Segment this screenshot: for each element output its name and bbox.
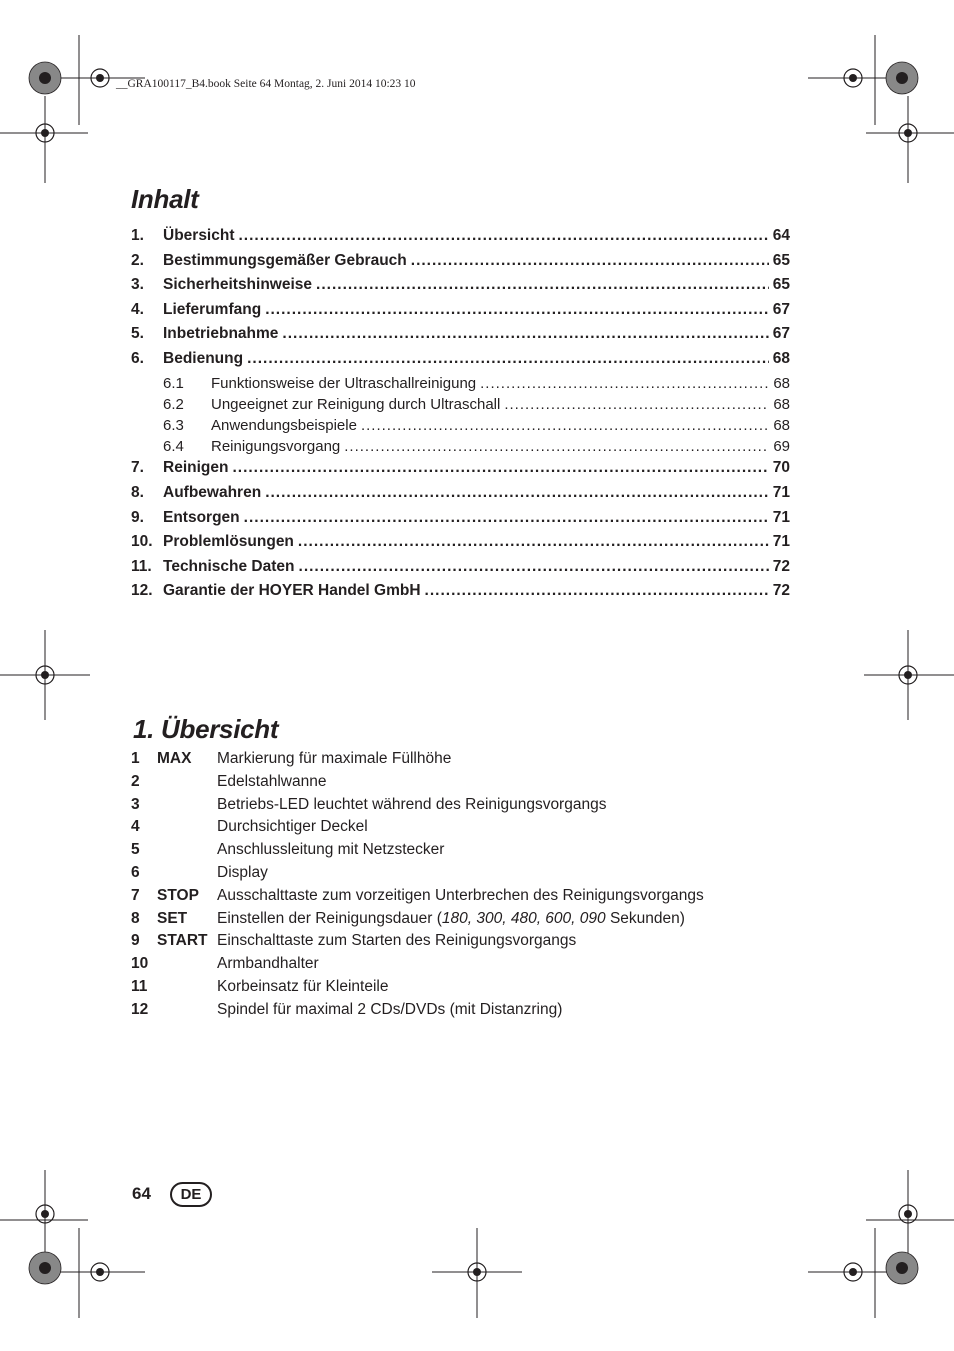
- part-description: Ausschalttaste zum vorzeitigen Unterbrechen des Reinigungsvorgangs: [217, 886, 704, 904]
- toc-entry-number: 7.: [131, 459, 144, 477]
- section-heading: 1. Übersicht: [133, 714, 279, 744]
- toc-entry-page: 68: [773, 395, 790, 413]
- part-description: Anschlussleitung mit Netzstecker: [217, 841, 445, 859]
- toc-heading: Inhalt: [131, 184, 199, 214]
- toc-entry-number: 6.1: [163, 374, 184, 392]
- toc-entry: [131, 301, 790, 326]
- toc-entry-page: 68: [772, 349, 790, 367]
- part-description: Edelstahlwanne: [217, 772, 327, 790]
- toc-entry-number: 6.2: [163, 395, 184, 413]
- toc-entry-label: Bedienung: [163, 349, 244, 367]
- table-of-contents: [131, 227, 790, 607]
- toc-entry: [131, 375, 790, 396]
- part-number: 8: [131, 909, 140, 927]
- toc-entry-page: 71: [772, 483, 790, 501]
- toc-entry-number: 6.4: [163, 438, 184, 456]
- part-number: 3: [131, 795, 140, 813]
- toc-entry-number: 1.: [131, 227, 144, 244]
- part-number: 11: [131, 977, 148, 995]
- part-description: Armbandhalter: [217, 955, 319, 973]
- toc-entry-label: Ungeeignet zur Reinigung durch Ultraschall: [211, 395, 501, 413]
- toc-entry-page: 71: [772, 508, 790, 526]
- toc-entry-number: 6.: [131, 349, 144, 367]
- part-number: 5: [131, 841, 140, 859]
- toc-entry-page: 65: [772, 251, 790, 269]
- part-item: [131, 978, 704, 1001]
- part-number: 4: [131, 818, 140, 836]
- part-key: SET: [157, 909, 188, 927]
- part-item: [131, 818, 704, 841]
- toc-entry-number: 5.: [131, 325, 144, 343]
- toc-entry-page: 64: [772, 227, 790, 244]
- toc-entry: [131, 582, 790, 607]
- toc-entry: [131, 276, 790, 301]
- toc-entry-page: 65: [772, 276, 790, 294]
- toc-entry: [131, 533, 790, 558]
- part-item: [131, 955, 704, 978]
- part-item: [131, 864, 704, 887]
- part-description: Einschalttaste zum Starten des Reinigungsvorgangs: [217, 932, 577, 950]
- part-description-post: Sekunden): [605, 909, 685, 927]
- toc-leader-dots: [299, 558, 769, 576]
- print-info: __GRA100117_B4.book Seite 64 Montag, 2. Juni 2014 10:23 10: [116, 78, 416, 90]
- toc-entry-number: 12.: [131, 582, 153, 600]
- toc-entry-page: 69: [773, 438, 790, 456]
- part-description: Durchsichtiger Deckel: [217, 818, 368, 836]
- part-description: [217, 910, 685, 928]
- toc-entry: [131, 484, 790, 509]
- toc-entry-label: Aufbewahren: [163, 483, 262, 501]
- toc-leader-dots: [298, 533, 769, 551]
- part-number: 9: [131, 932, 140, 950]
- toc-entry-label: Inbetriebnahme: [163, 325, 279, 343]
- toc-entry-label: Reinigen: [163, 459, 229, 477]
- toc-leader-dots: [504, 396, 769, 413]
- toc-entry-page: 70: [772, 459, 790, 477]
- part-description-pre: Einstellen der Reinigungsdauer (: [217, 909, 442, 927]
- part-description-values: 180, 300, 480, 600, 090: [441, 909, 606, 927]
- part-item: [131, 887, 704, 910]
- part-item: [131, 910, 704, 933]
- toc-entry-page: 72: [772, 557, 790, 575]
- toc-entry-number: 3.: [131, 276, 144, 294]
- part-description: Display: [217, 863, 268, 881]
- toc-entry-page: 67: [772, 300, 790, 318]
- part-key: STOP: [157, 886, 199, 904]
- toc-leader-dots: [361, 417, 769, 434]
- toc-leader-dots: [244, 509, 769, 527]
- toc-entry-number: 11.: [131, 557, 152, 575]
- part-description: Markierung für maximale Füllhöhe: [217, 750, 452, 767]
- toc-entry: [131, 396, 790, 417]
- toc-entry: [131, 459, 790, 484]
- toc-leader-dots: [232, 459, 768, 477]
- parts-list: [131, 750, 704, 1024]
- toc-entry-label: Sicherheitshinweise: [163, 276, 313, 294]
- part-item: [131, 1001, 704, 1024]
- toc-entry: [131, 325, 790, 350]
- toc-entry-page: 67: [772, 325, 790, 343]
- toc-entry-number: 2.: [131, 251, 144, 269]
- part-number: 12: [131, 1000, 149, 1018]
- toc-entry-page: 68: [773, 416, 790, 434]
- toc-entry-number: 10.: [131, 533, 153, 551]
- page-number: 64: [132, 1184, 151, 1203]
- part-number: 6: [131, 863, 140, 881]
- part-description: Betriebs-LED leuchtet während des Reinigungsvorgangs: [217, 795, 607, 813]
- toc-leader-dots: [344, 438, 769, 455]
- part-key: START: [157, 932, 208, 950]
- toc-leader-dots: [480, 375, 769, 392]
- part-item: [131, 796, 704, 819]
- toc-entry-label: Lieferumfang: [163, 300, 262, 318]
- part-number: 2: [131, 772, 140, 790]
- toc-entry: [131, 350, 790, 375]
- toc-entry-label: Garantie der HOYER Handel GmbH: [163, 582, 421, 600]
- toc-entry: [131, 438, 790, 459]
- toc-leader-dots: [265, 484, 769, 502]
- toc-entry-label: Technische Daten: [163, 557, 295, 575]
- toc-entry: [131, 558, 790, 583]
- part-key: MAX: [157, 750, 192, 767]
- toc-entry-label: Funktionsweise der Ultraschallreinigung: [211, 374, 477, 392]
- language-badge: DE: [170, 1182, 212, 1207]
- toc-entry: [131, 227, 790, 252]
- part-description: Spindel für maximal 2 CDs/DVDs (mit Distanzring): [217, 1000, 563, 1018]
- toc-entry-label: Anwendungsbeispiele: [211, 416, 357, 434]
- toc-entry-label: Bestimmungsgemäßer Gebrauch: [163, 251, 407, 269]
- toc-leader-dots: [425, 582, 769, 600]
- part-number: 1: [131, 750, 140, 767]
- part-item: [131, 841, 704, 864]
- toc-entry-label: Entsorgen: [163, 508, 240, 526]
- toc-entry-page: 72: [772, 582, 790, 600]
- part-number: 10: [131, 955, 149, 973]
- toc-entry-number: 6.3: [163, 416, 184, 434]
- toc-entry-label: Übersicht: [163, 227, 235, 244]
- toc-entry-page: 68: [773, 374, 790, 392]
- toc-entry-number: 9.: [131, 508, 144, 526]
- toc-leader-dots: [265, 301, 769, 319]
- part-number: 7: [131, 886, 140, 904]
- part-item: [131, 932, 704, 955]
- part-item: [131, 773, 704, 796]
- toc-leader-dots: [411, 252, 769, 270]
- toc-entry-label: Problemlösungen: [163, 533, 294, 551]
- part-item: [131, 750, 704, 773]
- toc-entry-number: 8.: [131, 483, 144, 501]
- toc-entry: [131, 509, 790, 534]
- part-description: Korbeinsatz für Kleinteile: [217, 977, 389, 995]
- toc-leader-dots: [316, 276, 769, 294]
- toc-leader-dots: [282, 325, 768, 343]
- toc-entry-label: Reinigungsvorgang: [211, 438, 341, 456]
- toc-leader-dots: [239, 227, 769, 245]
- toc-entry: [131, 417, 790, 438]
- toc-entry-page: 71: [772, 533, 790, 551]
- toc-entry: [131, 252, 790, 277]
- toc-entry-number: 4.: [131, 300, 144, 318]
- toc-leader-dots: [247, 350, 769, 368]
